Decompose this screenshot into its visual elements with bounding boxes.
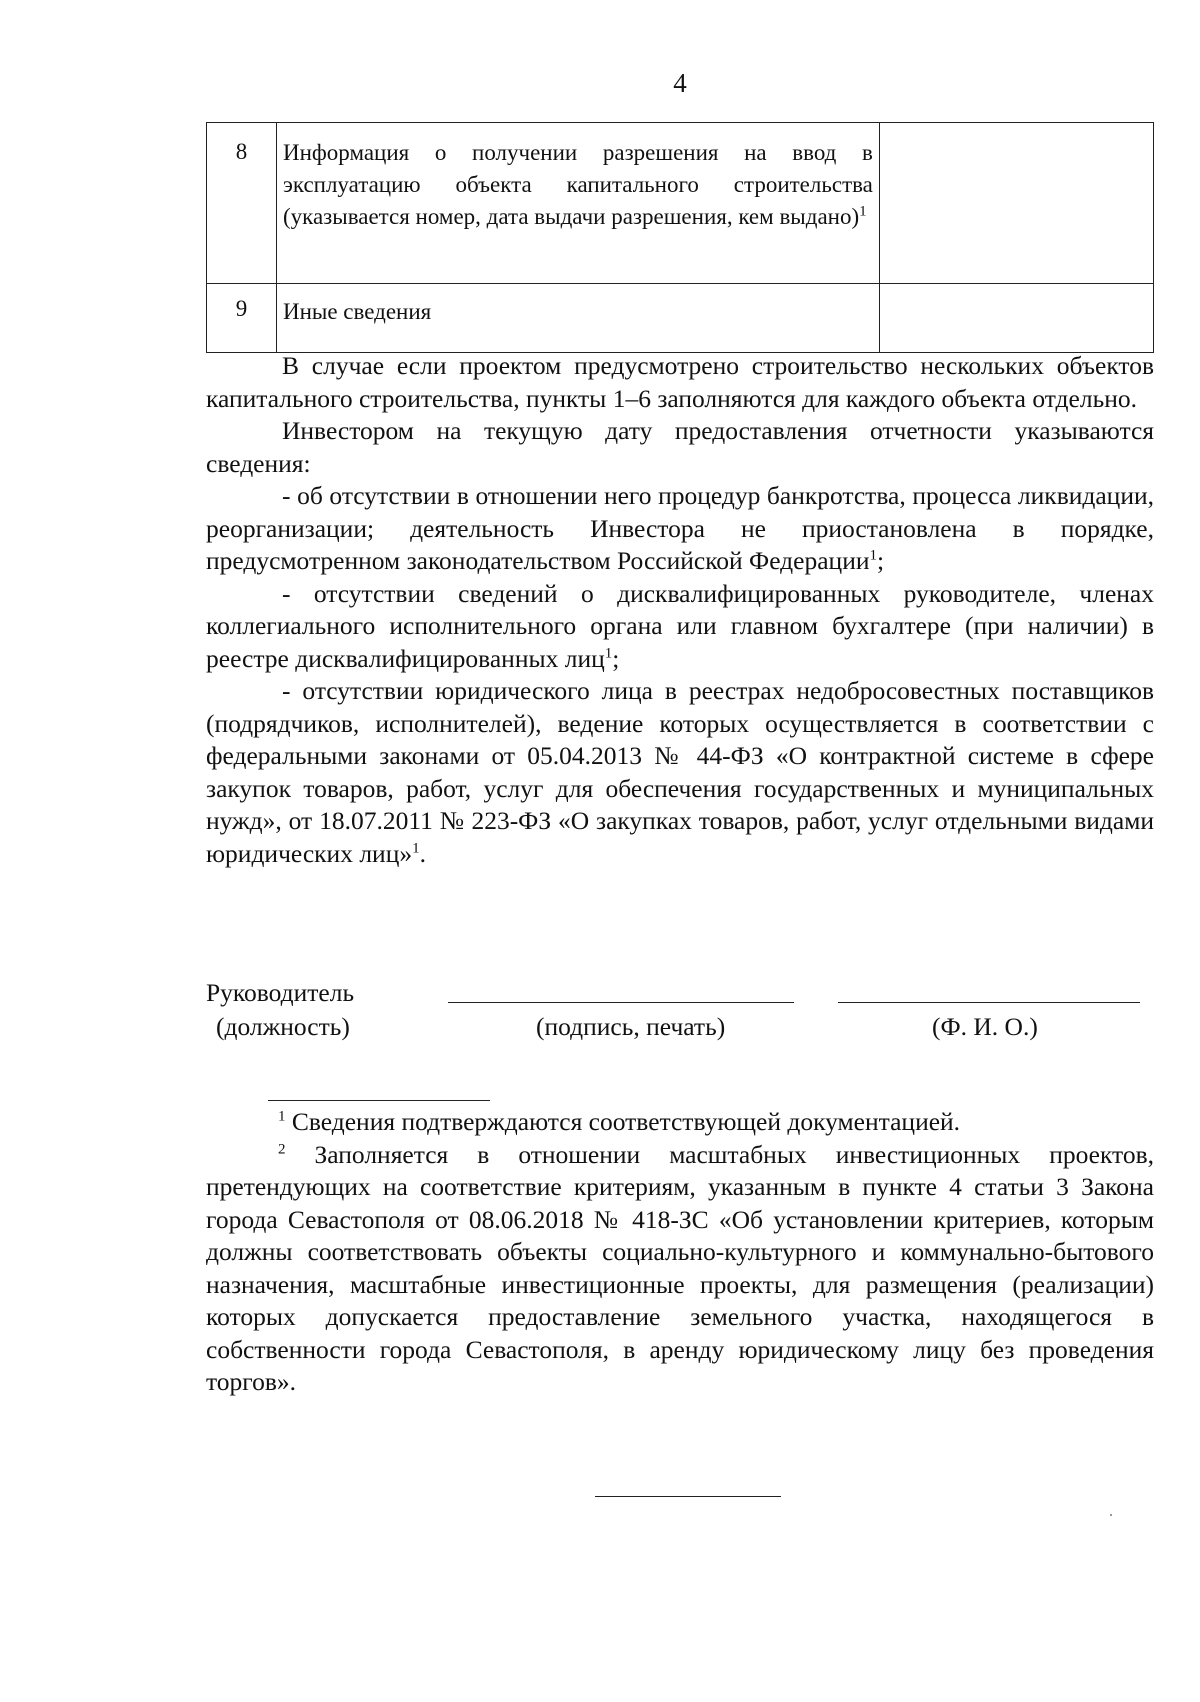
footnote-ref: 1 xyxy=(869,547,877,564)
row-description xyxy=(276,123,879,284)
row-number: 9 xyxy=(207,284,277,353)
signer-role: Руководитель xyxy=(206,978,355,1007)
footnotes xyxy=(206,1106,1154,1399)
row-value xyxy=(879,284,1153,353)
row-text: Информация о получении разрешения на ввод в эксплуатацию объекта капитального строительства (указывается номер, дата выдачи разрешения, кем выдано) xyxy=(282,140,873,229)
footnote-ref: 1 xyxy=(412,840,420,856)
row-number: 8 xyxy=(207,123,277,284)
end-divider xyxy=(595,1496,781,1497)
footnote-mark: 2 xyxy=(278,1141,286,1157)
footnote-ref: 1 xyxy=(604,645,613,661)
footnote-mark: 1 xyxy=(278,1108,286,1125)
footnote-2: $^2$ Заполняется в отношении масштабных инвестиционных проектов, претендующих на соответствие критериям, указанным в пункте 4 статьи 3 Закона города Севастополя от 08.06.2018 № 418-ЗС «Об установлении критериев, которым должны соответствовать объекты социально-культурного и коммунально-бытового назначения, масштабные инвестиционные проекты, для размещения (реализации) которых допускается предоставление земельного участка, находящегося в собственности города Севастополя, в аренду юридическому лицу без проведения торгов». xyxy=(206,1139,1154,1396)
footnote-divider xyxy=(268,1100,490,1101)
body-text xyxy=(206,350,1154,870)
footnote-1: $^1$ Сведения подтверждаются соответствующей документацией. xyxy=(278,1107,961,1136)
paragraph-registers: - отсутствии юридического лица в реестрах недобросовестных поставщиков (подрядчиков, исполнителей), ведение которых осуществляется в соответствии с федеральными законами от 05.04.2013 № 44-ФЗ «О контрактной системе в сфере закупок товаров, работ, услуг для обеспечения государственных и муниципальных нужд», от 18.07.2011 № 223-ФЗ «О закупках товаров, работ, услуг отдельными видами юридических лиц»$^1$. xyxy=(206,676,1154,868)
row-description xyxy=(276,284,879,353)
info-table xyxy=(206,122,1154,353)
paragraph: В случае если проектом предусмотрено строительство нескольких объектов капитального строительства, пункты 1–6 заполняются для каждого объекта отдельно. xyxy=(206,351,1154,413)
role-caption: (должность) xyxy=(216,1012,350,1041)
page-number: 4 xyxy=(673,68,687,98)
row-value xyxy=(879,123,1153,284)
name-line xyxy=(838,1002,1140,1003)
paragraph-disqualified: - отсутствии сведений о дисквалифицированных руководителе, членах коллегиального исполнительного органа или главном бухгалтере (при наличии) в реестре дисквалифицированных лиц$^1$; xyxy=(206,578,1154,673)
signature-block xyxy=(206,978,1154,1058)
signature-line xyxy=(448,1002,794,1003)
scan-speck xyxy=(1110,1514,1112,1516)
paragraph-bankruptcy: - об отсутствии в отношении него процедур банкротства, процесса ликвидации, реорганизации; деятельность Инвестора не приостановлена в порядке, предусмотренном законодательством Российской Федерации$^1$; xyxy=(206,481,1154,575)
row-text: Иные сведения xyxy=(282,299,432,324)
table-row xyxy=(207,284,1154,353)
name-caption: (Ф. И. О.) xyxy=(932,1012,1038,1041)
signature-caption: (подпись, печать) xyxy=(536,1012,726,1041)
paragraph: Инвестором на текущую дату предоставления отчетности указываются сведения: xyxy=(206,416,1154,478)
table-row xyxy=(207,123,1154,284)
footnote-ref: 1 xyxy=(859,203,867,220)
